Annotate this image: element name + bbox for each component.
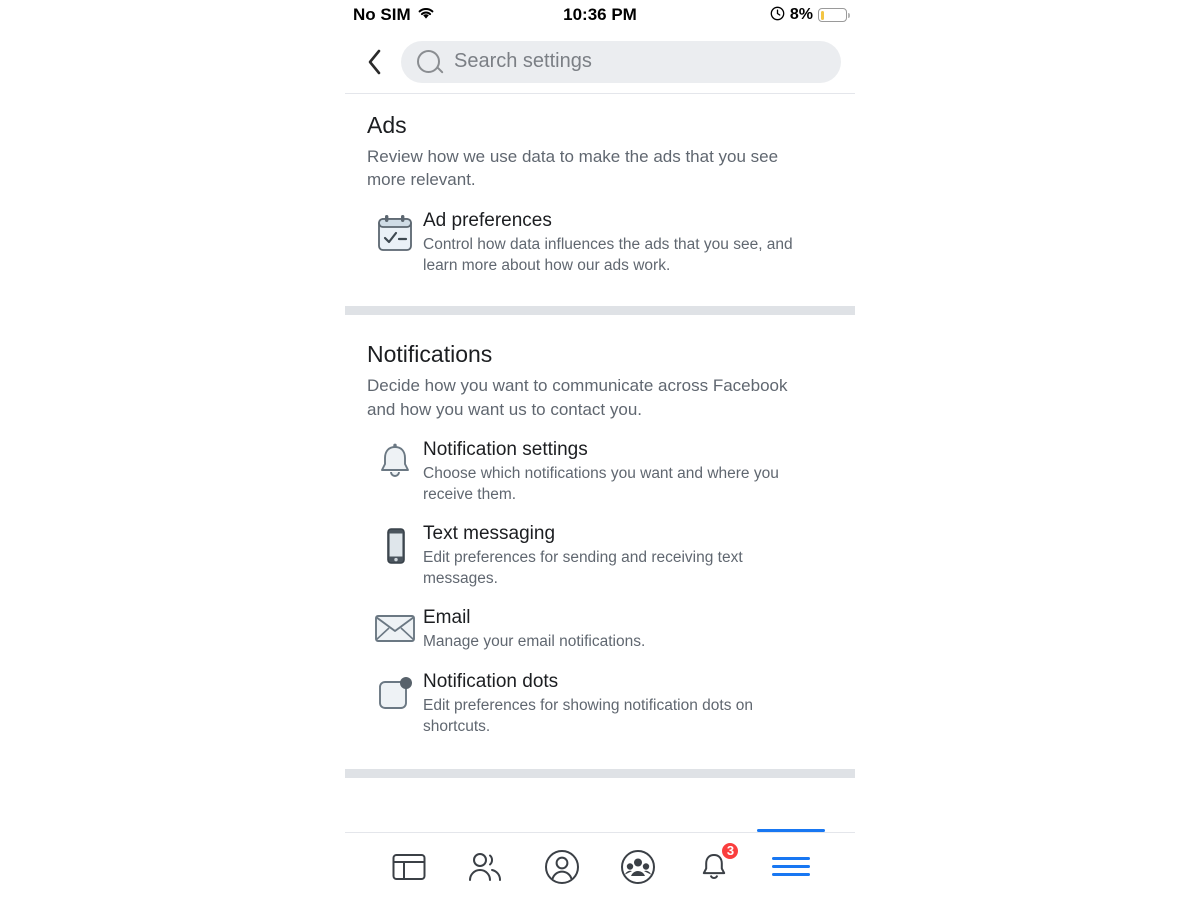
alarm-icon	[770, 6, 785, 24]
section-rows	[367, 204, 833, 288]
list-item-title: Email	[423, 607, 471, 629]
phone-screen	[345, 0, 855, 900]
list-item-subtitle: Edit preferences for sending and receiving text messages.	[423, 549, 743, 587]
envelope-icon	[367, 607, 423, 646]
list-item-notification-dots[interactable]	[367, 665, 833, 749]
bottom-tab-bar	[345, 832, 855, 900]
section-divider	[345, 306, 855, 315]
search-icon	[417, 50, 440, 73]
list-item-title: Ad preferences	[423, 209, 552, 231]
menu-hamburger-icon	[772, 852, 810, 881]
settings-content	[345, 94, 855, 778]
list-item-title: Notification settings	[423, 439, 588, 461]
list-item-title: Text messaging	[423, 523, 556, 545]
profile-icon	[544, 849, 580, 885]
battery-percent-label: 8%	[789, 6, 813, 23]
tab-profile[interactable]	[534, 839, 590, 895]
back-chevron-icon	[367, 49, 383, 75]
tab-notifications[interactable]	[686, 839, 742, 895]
back-button[interactable]	[355, 42, 395, 82]
section-notifications	[345, 315, 855, 755]
notification-badge: 3	[720, 841, 740, 861]
list-item-text	[423, 607, 833, 653]
ad-preferences-icon	[367, 210, 423, 253]
section-title: Notifications	[367, 341, 493, 368]
list-item-notification-settings[interactable]	[367, 433, 833, 517]
list-item-subtitle: Control how data influences the ads that you see, and learn more about how our ads work.	[423, 235, 793, 274]
list-item-subtitle: Edit preferences for showing notification dots on shortcuts.	[423, 697, 753, 735]
notification-dot-icon	[367, 671, 423, 714]
list-item-text	[423, 671, 833, 737]
tab-news-feed[interactable]	[381, 839, 437, 895]
status-bar	[345, 0, 855, 30]
tab-groups[interactable]	[610, 839, 666, 895]
mobile-phone-icon	[367, 523, 423, 568]
section-description: Decide how you want to communicate across Facebook and how you want us to contact you.	[367, 376, 788, 419]
tab-menu[interactable]	[763, 839, 819, 895]
search-input[interactable]	[401, 41, 841, 83]
battery-icon	[818, 8, 847, 22]
bell-icon	[367, 439, 423, 482]
section-divider-bottom	[345, 769, 855, 778]
list-item-subtitle: Choose which notifications you want and where you receive them.	[423, 465, 779, 503]
list-item-subtitle: Manage your email notifications.	[423, 633, 646, 651]
status-right	[770, 6, 847, 24]
clock-label: 10:36 PM	[563, 5, 637, 24]
list-item-text	[423, 210, 833, 276]
section-ads	[345, 94, 855, 294]
list-item-ad-preferences[interactable]	[367, 204, 833, 288]
friends-icon	[465, 851, 505, 883]
carrier-label: No SIM	[353, 5, 411, 24]
list-item-title: Notification dots	[423, 671, 559, 693]
list-item-text-messaging[interactable]	[367, 517, 833, 601]
list-item-text	[423, 439, 833, 505]
search-header	[345, 30, 855, 94]
search-placeholder: Search settings	[454, 50, 592, 72]
section-description: Review how we use data to make the ads that you see more relevant.	[367, 147, 779, 190]
groups-icon	[620, 849, 656, 885]
list-item-text	[423, 523, 833, 589]
section-title: Ads	[367, 112, 407, 138]
news-feed-icon	[391, 851, 427, 883]
list-item-email[interactable]	[367, 601, 833, 665]
section-rows	[367, 433, 833, 749]
tab-friends[interactable]	[457, 839, 513, 895]
